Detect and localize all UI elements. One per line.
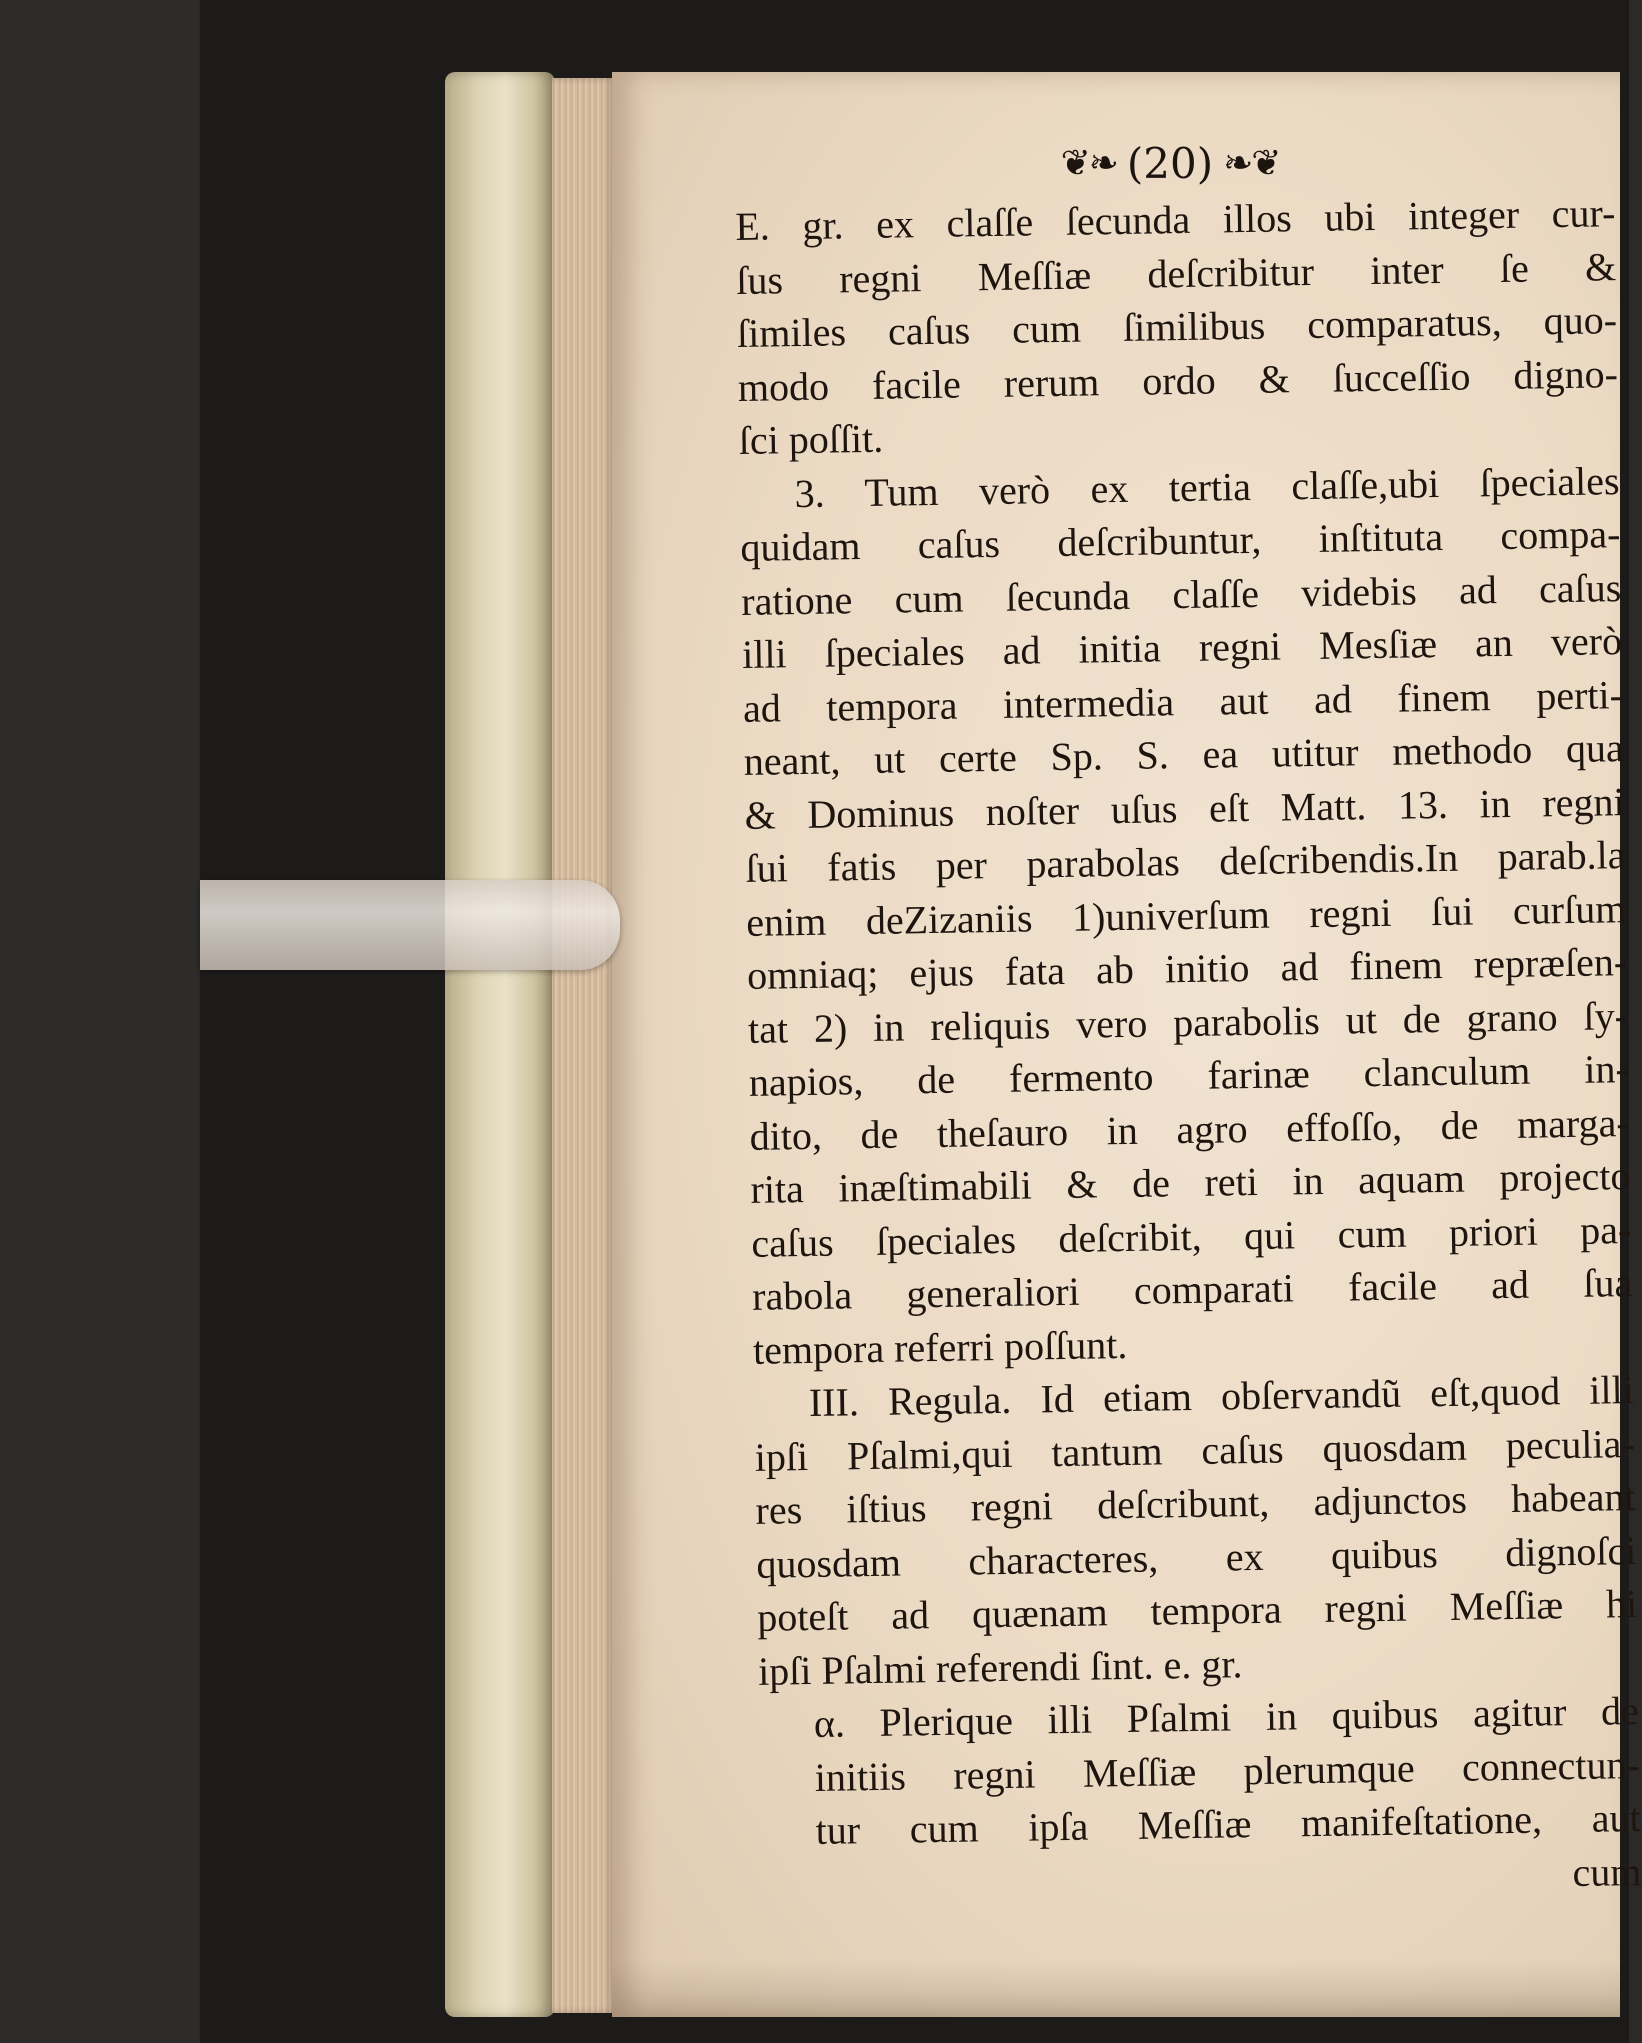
text-line: napios, de fermento farinæ clanculum in- (748, 1046, 1630, 1105)
text-line: E. gr. ex claſſe ſecunda illos ubi integer cur- (735, 190, 1616, 249)
text-line: ratione cum ſecunda claſſe videbis ad caſus (740, 564, 1622, 624)
text-line: dito, de theſauro in agro effoſſo, de marga- (749, 1099, 1630, 1159)
text-line: ſui fatis per parabolas deſcribendis.In parab.la (745, 832, 1626, 891)
text-line: 3. Tum verò ex tertia claſſe,ubi ſpeciales (794, 457, 1620, 516)
text-line: ipſi Pſalmi referendi ſint. e. gr. (757, 1640, 1243, 1694)
text-line: res iſtius regni deſcribunt, adjunctos habeant (755, 1474, 1636, 1533)
text-line: modo facile rerum ordo & ſucceſſio digno- (737, 350, 1619, 410)
text-line: ſus regni Meſſiæ deſcribitur inter ſe & (735, 243, 1617, 303)
scan-background (0, 0, 198, 2043)
text-line: tempora referri poſſunt. (752, 1321, 1128, 1373)
vellum-spine (445, 72, 555, 2017)
text-line: poteſt ad quænam tempora regni Meſſiæ hi (756, 1581, 1638, 1640)
text-line: rita inæſtimabili & de reti in aquam projecto (750, 1153, 1631, 1212)
text-line: ad tempora intermedia aut ad finem perti- (742, 671, 1624, 731)
page-text (735, 186, 1642, 1912)
page-edges (552, 78, 614, 2013)
text-line: ſci poſſit. (738, 415, 884, 463)
text-line: illi ſpeciales ad initia regni Mesſiæ an verò (741, 618, 1623, 677)
text-line: ſimiles caſus cum ſimilibus comparatus, quo- (736, 297, 1618, 356)
text-line: rabola generaliori comparati facile ad ſua (751, 1260, 1633, 1319)
text-line: quosdam characteres, ex quibus dignoſci (756, 1527, 1637, 1587)
bookmark-clip (200, 880, 620, 970)
text-line: α. Plerique illi Pſalmi in quibus agitur de (813, 1687, 1640, 1746)
ornament-left-icon: ❦❧ (1060, 142, 1117, 184)
text-line: quidam caſus deſcribuntur, inſtituta compa- (740, 511, 1621, 570)
page-bottom-shadow (612, 1960, 1620, 2017)
text-line: initiis regni Meſſiæ plerumque connectun- (814, 1741, 1641, 1800)
page-number: (20) (1126, 138, 1214, 188)
catchword: cum (1572, 1848, 1642, 1895)
ornament-right-icon: ❧❦ (1223, 142, 1280, 184)
text-line: caſus ſpeciales deſcribit, qui cum priori pa- (751, 1206, 1632, 1266)
text-line: tur cum ipſa Meſſiæ manifeſtatione, aut (815, 1794, 1641, 1853)
text-line: omniaq; ejus fata ab initio ad finem repræſen- (746, 939, 1628, 998)
text-line: neant, ut certe Sp. S. ea utitur methodo qua (743, 725, 1625, 784)
text-line: ipſi Pſalmi,qui tantum caſus quosdam peculia- (754, 1420, 1635, 1480)
text-line: & Dominus noſter uſus eſt Matt. 13. in regni (744, 778, 1625, 838)
text-line: III. Regula. Id etiam obſervandũ eſt,quod illi (808, 1367, 1635, 1425)
text-line: enim deZizaniis 1)univerſum regni ſui curſum (745, 885, 1627, 945)
page-header (1010, 138, 1330, 188)
text-line: tat 2) in reliquis vero parabolis ut de grano ſy- (747, 992, 1629, 1052)
